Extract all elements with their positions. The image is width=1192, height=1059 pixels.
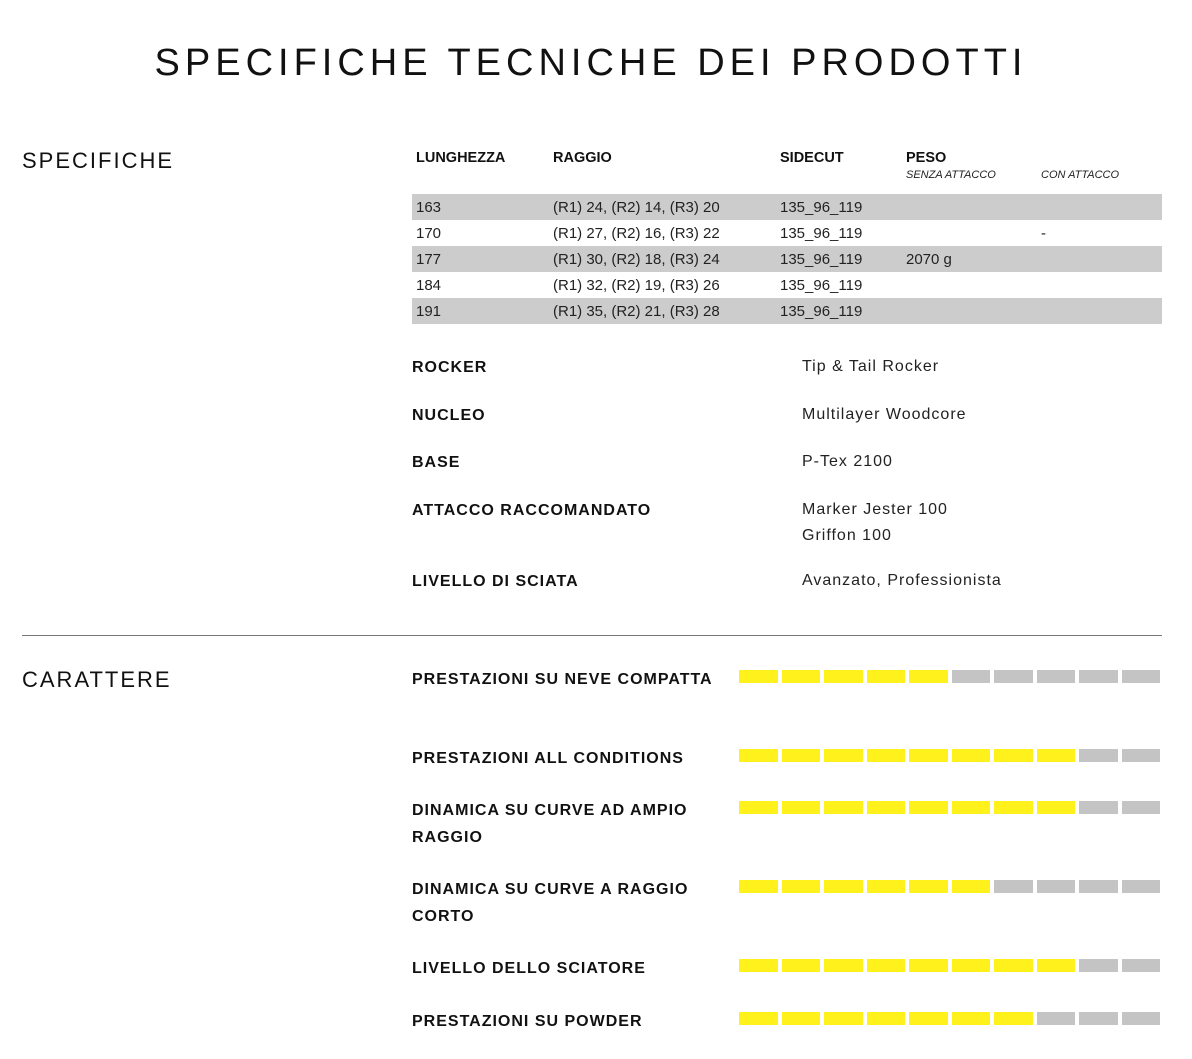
cell-length: 177: [412, 246, 549, 272]
rating-segment-empty: [1079, 880, 1118, 893]
rating-label: PRESTAZIONI ALL CONDITIONS: [412, 750, 684, 767]
rating-segment-empty: [1122, 749, 1161, 762]
rating-segment-filled: [952, 880, 991, 893]
rating-segment-filled: [867, 880, 906, 893]
cell-sidecut: 135_96_119: [780, 224, 863, 242]
rating-segment-filled: [867, 670, 906, 683]
rating-segment-empty: [1079, 801, 1118, 814]
rating-segment-filled: [739, 801, 778, 814]
rating-segment-filled: [952, 959, 991, 972]
rating-bar: [739, 959, 1160, 972]
section-divider: [22, 635, 1162, 636]
rating-segment-filled: [994, 749, 1033, 762]
rating-segment-filled: [782, 880, 821, 893]
character-heading: CARATTERE: [22, 667, 172, 692]
cell-sidecut: 135_96_119: [776, 298, 902, 324]
rating-segment-empty: [1037, 670, 1076, 683]
cell-sidecut: 135_96_119: [776, 194, 902, 220]
rating-segment-filled: [739, 959, 778, 972]
property-value: Tip & Tail Rocker: [802, 358, 940, 375]
rating-segment-filled: [994, 959, 1033, 972]
cell-radius: (R1) 24, (R2) 14, (R3) 20: [549, 194, 776, 220]
rating-segment-empty: [994, 880, 1033, 893]
rating-segment-filled: [952, 749, 991, 762]
table-row: [412, 272, 1162, 298]
rating-segment-empty: [1037, 1012, 1076, 1025]
cell-sidecut: 135_96_119: [776, 246, 902, 272]
rating-segment-filled: [909, 670, 948, 683]
rating-segment-filled: [909, 1012, 948, 1025]
cell-length: 191: [412, 298, 549, 324]
col-radius: RAGGIO: [553, 150, 612, 166]
rating-segment-empty: [1122, 801, 1161, 814]
rating-bar: [739, 801, 1160, 814]
cell-weight-without: [902, 298, 1037, 324]
property-value-line: Marker Jester 100: [802, 501, 948, 518]
col-weight-with-label: CON ATTACCO: [1041, 169, 1120, 181]
rating-segment-filled: [867, 749, 906, 762]
property-label: ATTACCO RACCOMANDATO: [412, 502, 652, 519]
cell-weight-with: -: [1041, 224, 1046, 242]
rating-segment-empty: [1079, 749, 1118, 762]
col-length: LUNGHEZZA: [416, 150, 506, 166]
cell-weight-without: [902, 220, 1037, 246]
property-value: [802, 497, 948, 549]
rating-segment-empty: [1079, 1012, 1118, 1025]
rating-label: DINAMICA SU CURVE AD AMPIO RAGGIO: [412, 802, 688, 846]
rating-label: PRESTAZIONI SU POWDER: [412, 1013, 643, 1030]
specs-table-header: [412, 150, 1162, 194]
property-label: LIVELLO DI SCIATA: [412, 573, 579, 590]
cell-weight-with: [1037, 194, 1162, 220]
table-row: [412, 194, 1162, 220]
cell-length: 170: [416, 224, 442, 242]
rating-bar: [739, 880, 1160, 893]
property-value: Multilayer Woodcore: [802, 406, 967, 423]
rating-segment-filled: [824, 880, 863, 893]
table-row: [412, 246, 1162, 272]
rating-segment-filled: [867, 801, 906, 814]
rating-label: DINAMICA SU CURVE A RAGGIO CORTO: [412, 881, 689, 925]
page-title: SPECIFICHE TECNICHE DEI PRODOTTI: [154, 42, 1028, 84]
rating-segment-filled: [909, 801, 948, 814]
cell-weight-without: 2070 g: [902, 246, 1037, 272]
cell-length: 184: [416, 276, 442, 294]
col-weight-without: SENZA ATTACCO: [906, 169, 996, 181]
rating-segment-filled: [994, 801, 1033, 814]
rating-segment-filled: [739, 749, 778, 762]
rating-segment-filled: [782, 959, 821, 972]
property-value: P-Tex 2100: [802, 453, 893, 470]
rating-segment-empty: [1122, 1012, 1161, 1025]
rating-segment-filled: [867, 959, 906, 972]
rating-segment-empty: [1122, 880, 1161, 893]
rating-segment-filled: [782, 801, 821, 814]
property-label: BASE: [412, 454, 461, 471]
rating-segment-empty: [994, 670, 1033, 683]
rating-bar: [739, 1012, 1160, 1025]
col-weight-with: [1037, 150, 1162, 194]
cell-radius: (R1) 35, (R2) 21, (R3) 28: [549, 298, 776, 324]
rating-segment-filled: [909, 959, 948, 972]
rating-segment-empty: [1037, 880, 1076, 893]
rating-segment-filled: [1037, 959, 1076, 972]
rating-segment-filled: [824, 749, 863, 762]
rating-segment-filled: [952, 801, 991, 814]
cell-weight-with: [1037, 298, 1162, 324]
rating-segment-empty: [1079, 959, 1118, 972]
rating-segment-empty: [952, 670, 991, 683]
rating-segment-filled: [782, 1012, 821, 1025]
rating-bar: [739, 670, 1160, 683]
rating-segment-filled: [1037, 801, 1076, 814]
rating-segment-filled: [824, 1012, 863, 1025]
col-sidecut: SIDECUT: [780, 150, 844, 166]
rating-segment-filled: [824, 801, 863, 814]
col-weight: [902, 150, 1037, 194]
rating-segment-empty: [1079, 670, 1118, 683]
rating-segment-filled: [739, 880, 778, 893]
rating-segment-filled: [994, 1012, 1033, 1025]
property-label: NUCLEO: [412, 407, 486, 424]
rating-segment-filled: [739, 670, 778, 683]
property-label: ROCKER: [412, 359, 488, 376]
cell-weight-with: [1037, 246, 1162, 272]
cell-weight-with: [1037, 272, 1162, 298]
rating-segment-filled: [782, 670, 821, 683]
property-value: Avanzato, Professionista: [802, 572, 1002, 589]
rating-segment-filled: [909, 749, 948, 762]
rating-segment-filled: [824, 959, 863, 972]
specs-table: [412, 150, 1162, 324]
cell-sidecut: 135_96_119: [780, 276, 863, 294]
rating-segment-filled: [739, 1012, 778, 1025]
table-row: [412, 220, 1162, 246]
rating-label: PRESTAZIONI SU NEVE COMPATTA: [412, 671, 713, 688]
table-row: [412, 298, 1162, 324]
cell-radius: (R1) 30, (R2) 18, (R3) 24: [549, 246, 776, 272]
rating-segment-empty: [1122, 959, 1161, 972]
rating-segment-filled: [1037, 749, 1076, 762]
cell-weight-without: [902, 194, 1037, 220]
cell-radius: (R1) 32, (R2) 19, (R3) 26: [553, 276, 720, 294]
rating-label: LIVELLO DELLO SCIATORE: [412, 960, 646, 977]
rating-segment-filled: [824, 670, 863, 683]
rating-bar: [739, 749, 1160, 762]
cell-weight-without: [902, 272, 1037, 298]
specs-heading: SPECIFICHE: [22, 148, 175, 173]
rating-segment-filled: [867, 1012, 906, 1025]
col-weight-label: PESO: [906, 150, 947, 166]
cell-radius: (R1) 27, (R2) 16, (R3) 22: [553, 224, 720, 242]
rating-segment-empty: [1122, 670, 1161, 683]
rating-segment-filled: [952, 1012, 991, 1025]
property-value-line: Griffon 100: [802, 527, 892, 544]
rating-segment-filled: [782, 749, 821, 762]
cell-length: 163: [412, 194, 549, 220]
rating-segment-filled: [909, 880, 948, 893]
